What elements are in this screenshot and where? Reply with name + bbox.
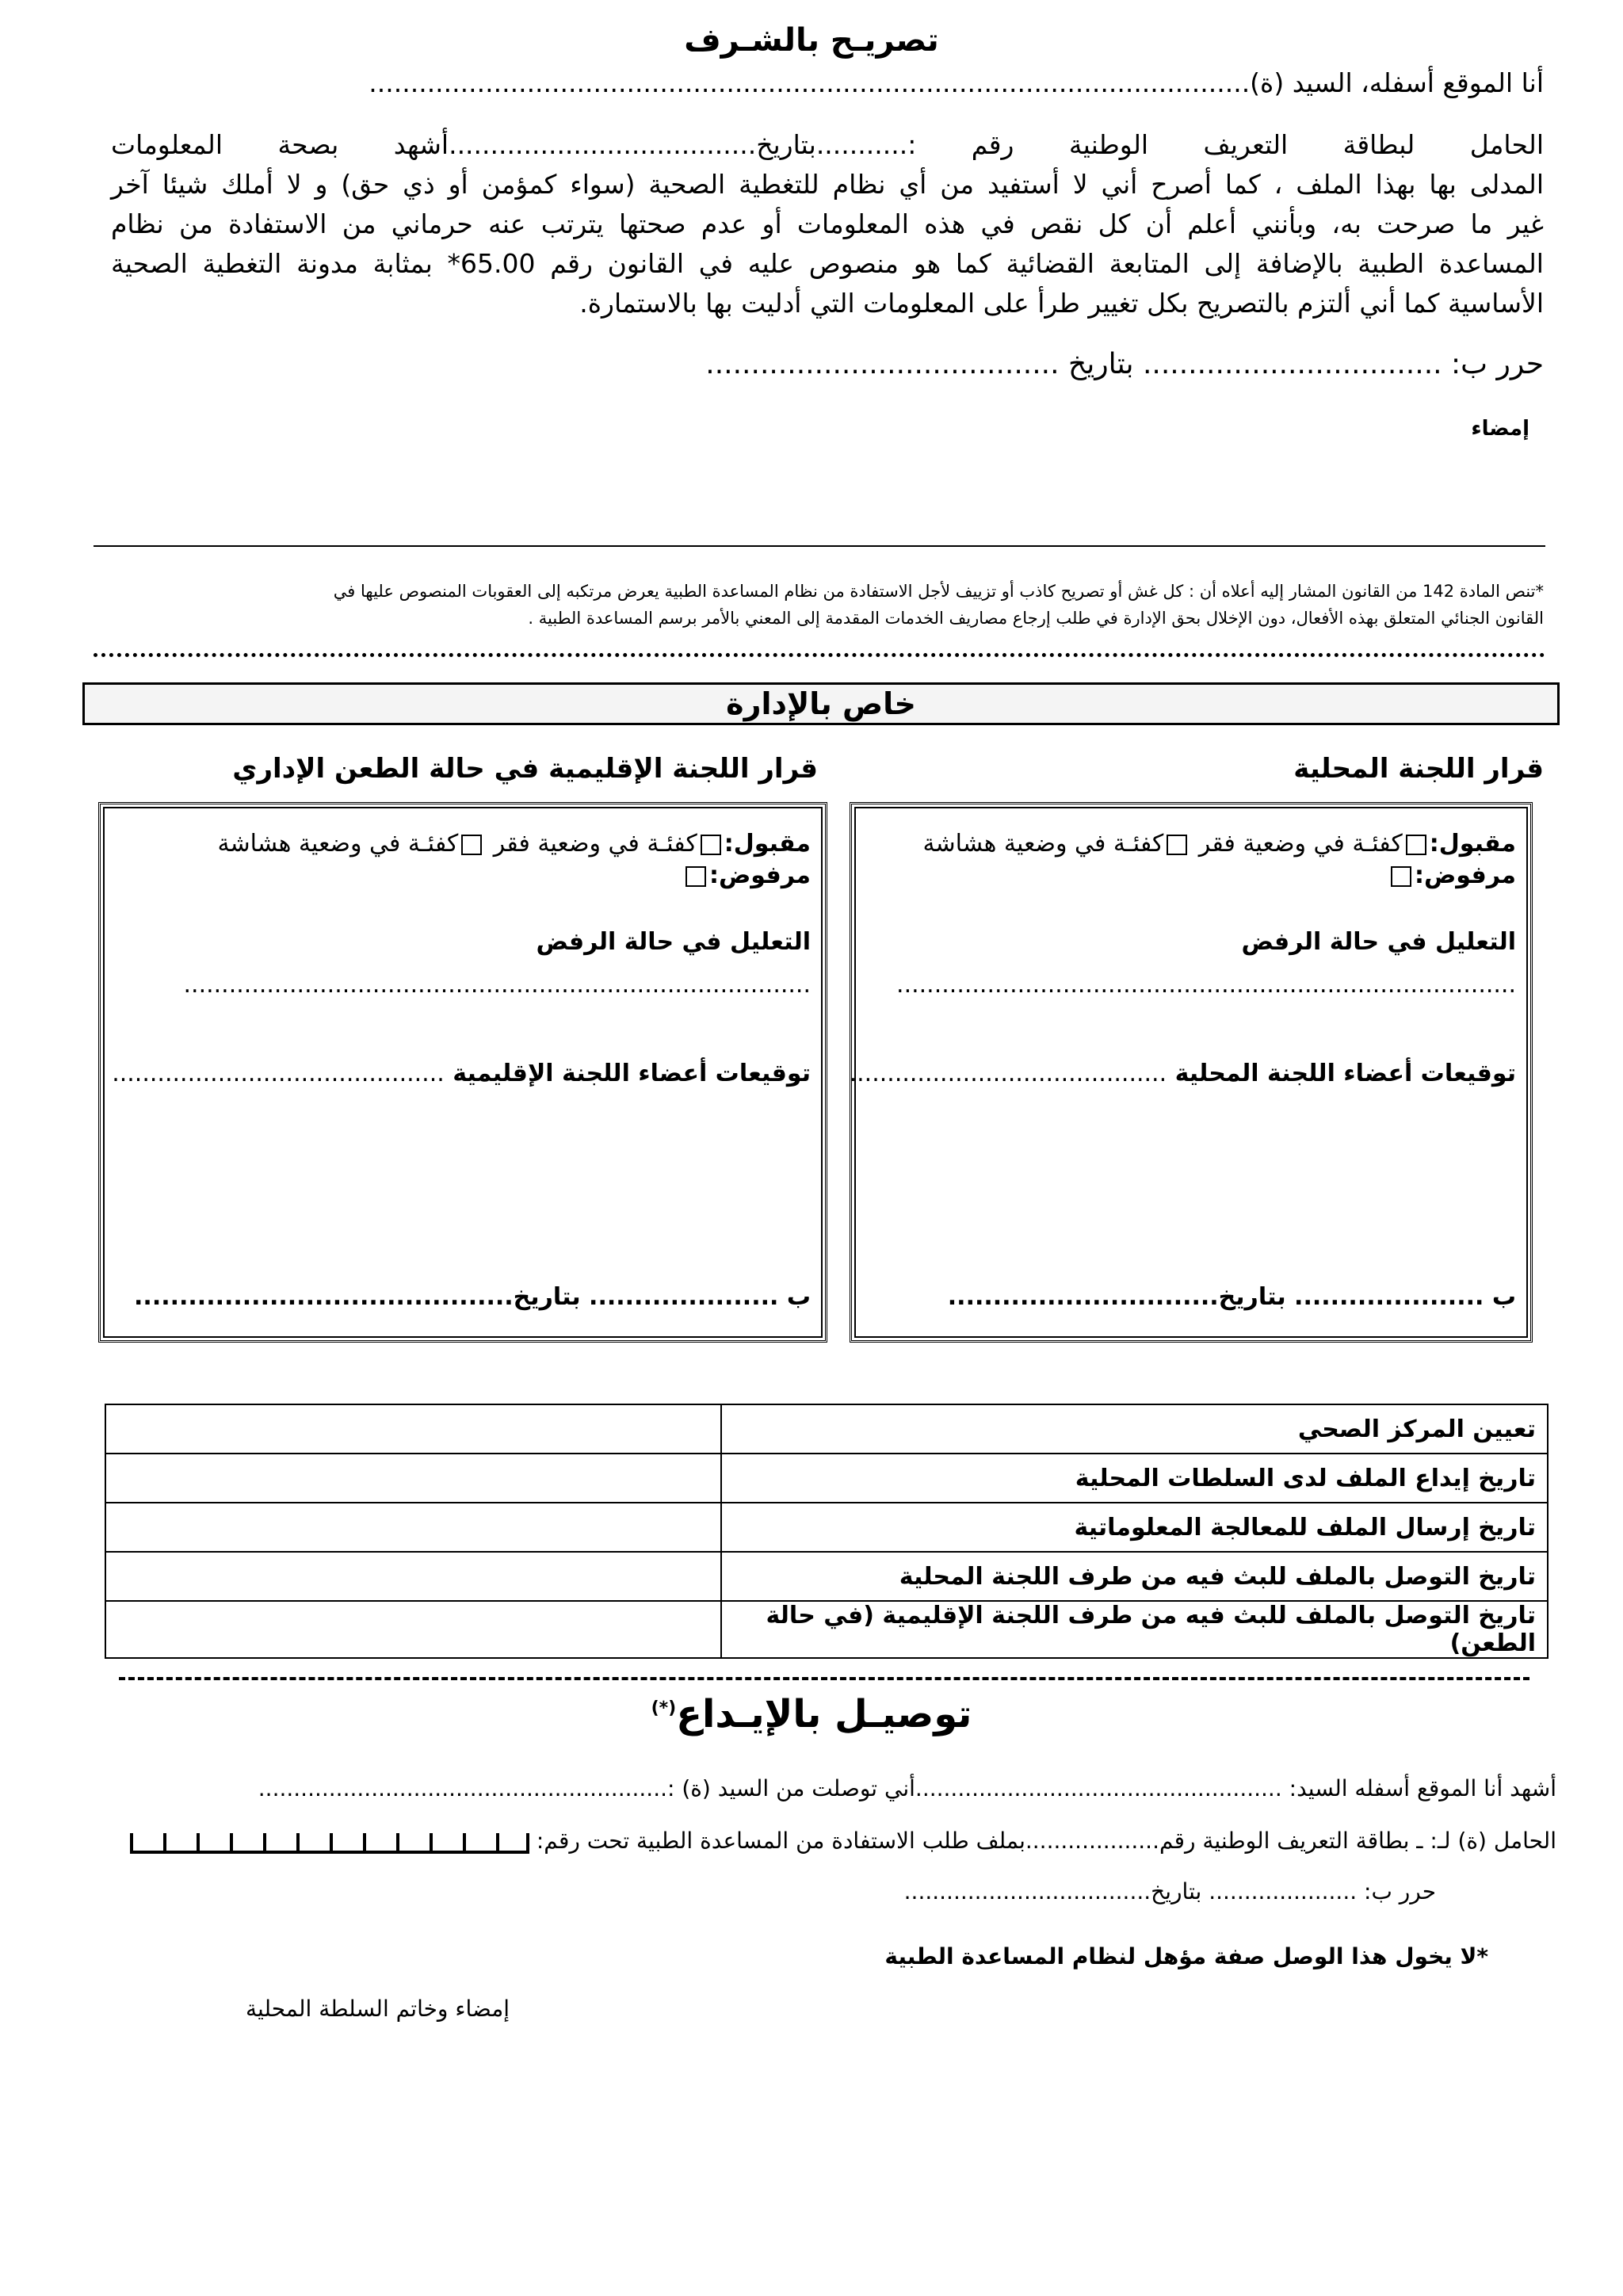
health-center-field[interactable]: [105, 1404, 721, 1454]
footnote-line-2: القانون الجنائي المتعلق بهذه الأفعال، دون الإخلال بحق الإدارة في طلب إرجاع مصاريف الخدمات المقدمة إلى المعني بالأمر برسم المساعدة الطبية .: [528, 609, 1544, 628]
regional-reason-label: التعليل في حالة الرفض: [536, 928, 811, 956]
regional-rejected-checkbox[interactable]: [685, 866, 706, 887]
table-row: [105, 1552, 1548, 1601]
page-title: تصريـح بالشـرف: [684, 22, 939, 59]
regional-vulnerability-checkbox[interactable]: [461, 835, 482, 855]
separator-line: [94, 545, 1545, 547]
receipt-title-text: توصيـل بالإيـداع: [676, 1692, 972, 1736]
regional-committee-panel: [98, 802, 827, 1343]
local-rejected-row: [1388, 861, 1516, 889]
receipt-title: [0, 1692, 1623, 1736]
local-committee-panel: [850, 802, 1533, 1343]
local-signatures-row: [850, 1060, 1516, 1087]
regional-date-line: ..................... بتاريخ..........................................: [134, 1283, 779, 1311]
administration-header: خاص بالإدارة: [82, 682, 1560, 725]
declaration-paragraph-line-5: الأساسية كما أني ألتزم بالتصريح بكل تغيير طرأ على المعلومات التي أدليت بها بالاستمارة.: [579, 288, 1544, 319]
regional-poverty-checkbox[interactable]: [701, 835, 721, 855]
table-row: [105, 1503, 1548, 1552]
local-reason-dots: ..................................................................................: [896, 971, 1516, 999]
receipt-line-2-row: [130, 1828, 1556, 1854]
local-vulnerability-checkbox[interactable]: [1167, 835, 1187, 855]
dotted-separator: [94, 653, 1545, 657]
regional-receipt-date-field[interactable]: [105, 1601, 721, 1658]
administrative-dates-table: [105, 1404, 1549, 1659]
declaration-paragraph-line-3: غير ما صرحت به، وبأنني أعلم أن كل نقص في هذه المعلومات أو عدم صحتها يترتب عنه حرماني من الاستفادة من نظام: [111, 208, 1544, 239]
regional-rejected-row: [682, 861, 811, 889]
local-place-label: ب: [1491, 1283, 1516, 1311]
local-poverty-checkbox[interactable]: [1406, 835, 1426, 855]
receipt-line-1: أشهد أنا الموقع أسفله السيد: ....................................................أني توصلت من السيد (ة) :..........................................................: [258, 1775, 1556, 1801]
local-receipt-date-field[interactable]: [105, 1552, 721, 1601]
table-row: [105, 1454, 1548, 1503]
regional-signatures-row: [112, 1060, 811, 1087]
local-date-row: [948, 1283, 1516, 1311]
regional-accepted-label: مقبول:: [724, 830, 811, 858]
local-committee-title: قرار اللجنة المحلية: [1293, 753, 1544, 785]
local-reason-label: التعليل في حالة الرفض: [1241, 928, 1516, 956]
local-vulnerability-label: كفئـة في وضعية هشاشة: [922, 830, 1164, 858]
local-signatures-label: توقيعات أعضاء اللجنة المحلية: [1174, 1060, 1516, 1087]
table-row: [105, 1601, 1548, 1658]
cut-line: [119, 1677, 1529, 1680]
written-at-line: حرر ب: ................................. بتاريخ .......................................: [705, 348, 1544, 380]
table-row: [105, 1404, 1548, 1454]
signature-label: إمضاء: [1471, 417, 1529, 441]
footnote-line-1: *تنص المادة 142 من القانون المشار إليه أعلاه أن : كل غش أو تصريح كاذب أو تزييف لأجل الاستفادة من نظام المساعدة الطبية يعرض مرتكبه إلى العقوبات المنصوص عليها في: [333, 582, 1544, 601]
table-row-label: تعيين المركز الصحي: [721, 1404, 1548, 1454]
regional-rejected-label: مرفوض:: [708, 861, 811, 889]
table-row-label: تاريخ إرسال الملف للمعالجة المعلوماتية: [721, 1503, 1548, 1552]
declarant-name-line: أنا الموقع أسفله، السيد (ة)..........................................................................................................: [369, 67, 1544, 98]
local-accepted-row: [922, 830, 1516, 858]
local-date-line: ..................... بتاريخ..............................: [947, 1283, 1484, 1311]
receipt-title-mark: (*): [651, 1698, 677, 1718]
table-row-label: تاريخ التوصل بالملف للبث فيه من طرف اللجنة المحلية: [721, 1552, 1548, 1601]
declaration-paragraph-line-4: المساعدة الطبية بالإضافة إلى المتابعة القضائية كما هو منصوص عليه في القانون رقم 65.00* بمثابة مدونة التغطية الصحية: [111, 248, 1544, 279]
table-row-label: تاريخ التوصل بالملف للبث فيه من طرف اللجنة الإقليمية (في حالة الطعن): [721, 1601, 1548, 1658]
receipt-line-2: الحامل (ة) لـ: ـ بطاقة التعريف الوطنية رقم...................بملف طلب الاستفادة من المساعدة الطبية تحت رقم:: [536, 1828, 1556, 1854]
local-rejected-label: مرفوض:: [1414, 861, 1516, 889]
local-authority-stamp-label: إمضاء وخاتم السلطة المحلية: [246, 1996, 510, 2022]
regional-committee-title: قرار اللجنة الإقليمية في حالة الطعن الإداري: [232, 753, 818, 785]
local-poverty-label: كفئـة في وضعية فقر: [1198, 830, 1403, 858]
regional-signatures-dots: ............................................: [112, 1060, 445, 1087]
local-accepted-label: مقبول:: [1429, 830, 1516, 858]
regional-place-label: ب: [786, 1283, 811, 1311]
receipt-note: *لا يخول هذا الوصل صفة مؤهل لنظام المساعدة الطبية: [884, 1943, 1488, 1969]
regional-reason-dots: ...................................................................................: [183, 971, 811, 999]
regional-signatures-label: توقيعات أعضاء اللجنة الإقليمية: [453, 1060, 811, 1087]
declaration-paragraph-line-1: الحامل لبطاقة التعريف الوطنية رقم :...........بتاريخ.....................................أشهد بصحة المعلومات: [111, 129, 1544, 160]
regional-vulnerability-label: كفئـة في وضعية هشاشة: [217, 830, 459, 858]
it-processing-date-field[interactable]: [105, 1503, 721, 1552]
local-signatures-dots: ..........................................: [849, 1060, 1167, 1087]
regional-poverty-label: كفئـة في وضعية فقر: [493, 830, 697, 858]
receipt-line-3: حرر ب: ..................... بتاريخ...................................: [903, 1878, 1436, 1904]
declaration-paragraph-line-2: المدلى بها بهذا الملف ، كما أصرح أني لا أستفيد من أي نظام للتغطية الصحية (سواء كمؤمن أو ذي حق) و لا أملك شيئا آخر: [111, 169, 1544, 200]
deposit-date-field[interactable]: [105, 1454, 721, 1503]
table-row-label: تاريخ إيداع الملف لدى السلطات المحلية: [721, 1454, 1548, 1503]
regional-date-row: [134, 1283, 811, 1311]
file-number-boxes[interactable]: [130, 1828, 529, 1854]
local-rejected-checkbox[interactable]: [1391, 866, 1411, 887]
regional-accepted-row: [217, 830, 811, 858]
